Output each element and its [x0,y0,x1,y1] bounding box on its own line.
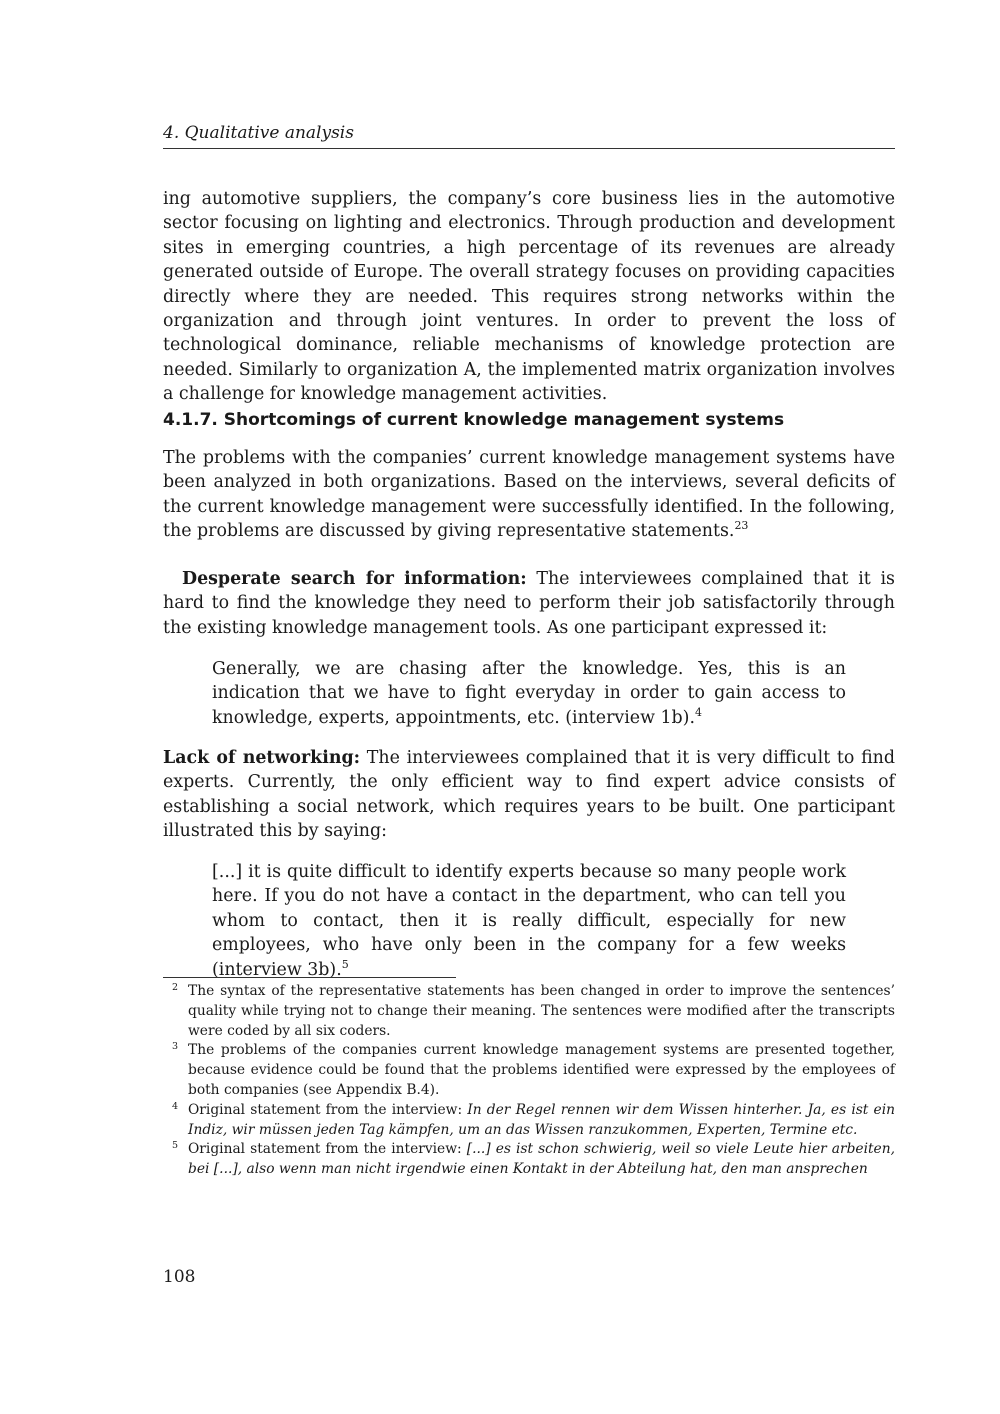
footnote-text: Original statement from the interview: [188,1101,468,1118]
footnote-mark: 4 [172,1100,179,1112]
footnotes [163,982,895,1180]
footnote [163,1101,895,1141]
footnote-reference: 23 [734,519,749,533]
section-heading: 4.1.7. Shortcomings of current knowledge management systems [163,410,785,430]
footnote [163,982,895,1041]
running-header: 4. Qualitative analysis [163,122,895,149]
footnote-mark: 5 [172,1140,179,1152]
footnote-original-quote: [...] es ist schon schwierig, weil so viele Leute hier arbeiten, bei [...], also wenn man nicht irgendwie einen Kontakt in der Abteilung hat, den man ansprechen [188,1141,895,1178]
block-quote-1-text: Generally, we are chasing after the knowledge. Yes, this is an indication that we have to fight everyday in order to gain access to knowledge, experts, appointments, etc. (interview 1b). [212,659,846,728]
footnote-original-quote: In der Regel rennen wir dem Wissen hinterher. Ja, es ist ein Indiz, wir müssen jeden Tag kämpfen, um an das Wissen ranzukommen, Experten, Termine etc. [188,1101,895,1138]
footnote-reference: 5 [341,957,349,971]
footnote-divider [163,977,456,978]
paragraph-lack-of-networking-text: The interviewees complained that it is very difficult to find experts. Currently, the only efficient way to find expert advice consists of establishing a social network, which requires years to be built. One participant illustrated this by saying: [163,748,896,842]
footnote [163,1041,895,1100]
block-quote-2-text: [...] it is quite difficult to identify experts because so many people work here. If you do not have a contact in the department, who can tell you whom to contact, then it is really difficult, especially for new employees, who have only been in the company for a few weeks (interview 3b). [212,862,846,980]
page-number: 108 [163,1267,196,1287]
block-quote-2 [212,860,846,982]
footnote-text: Original statement from the interview: [188,1141,467,1158]
paragraph-intro: ing automotive suppliers, the company’s core business lies in the automotive sector focusing on lighting and electronics. Through production and development sites in emerging countries, a high percentage of its revenues are already generated outside of Europe. The overall strategy focuses on providing capacities directly where they are needed. This requires strong networks within the organization and through joint ventures. In order to prevent the loss of technological dominance, reliable mechanisms of knowledge protection are needed. Similarly to organization A, the implemented matrix organization involves a challenge for knowledge management activities. [163,189,895,405]
footnote-text: The syntax of the representative statements has been changed in order to improve the sentences’ quality while trying not to change their meaning. The sentences were modified after the transcripts were coded by all six coders. [188,983,895,1039]
run-in-heading: Lack of networking: [163,748,361,768]
run-in-heading: Desperate search for information: [182,569,527,589]
paragraph-lack-of-networking [163,746,895,844]
paragraph-desperate-search [163,567,895,640]
footnote-mark: 3 [172,1041,179,1053]
paragraph-problems-text: The problems with the companies’ current knowledge management systems have been analyzed in both organizations. Based on the interviews, several deficits of the current knowledge management were successfully identified. In the following, the problems are discussed by giving representative statements. [163,448,895,542]
paragraph-desperate-search-text: The interviewees complained that it is hard to find the knowledge they need to perform their job satisfactorily through the existing knowledge management tools. As one participant expressed it: [163,569,895,638]
footnote-text: The problems of the companies current knowledge management systems are presented together, because evidence could be found that the problems identified were expressed by the employees of both companies (see Appendix B.4). [188,1042,895,1098]
block-quote-1 [212,657,846,730]
footnote [163,1140,895,1180]
paragraph-problems [163,446,895,544]
footnote-reference: 4 [695,705,702,719]
footnote-mark: 2 [172,982,179,993]
